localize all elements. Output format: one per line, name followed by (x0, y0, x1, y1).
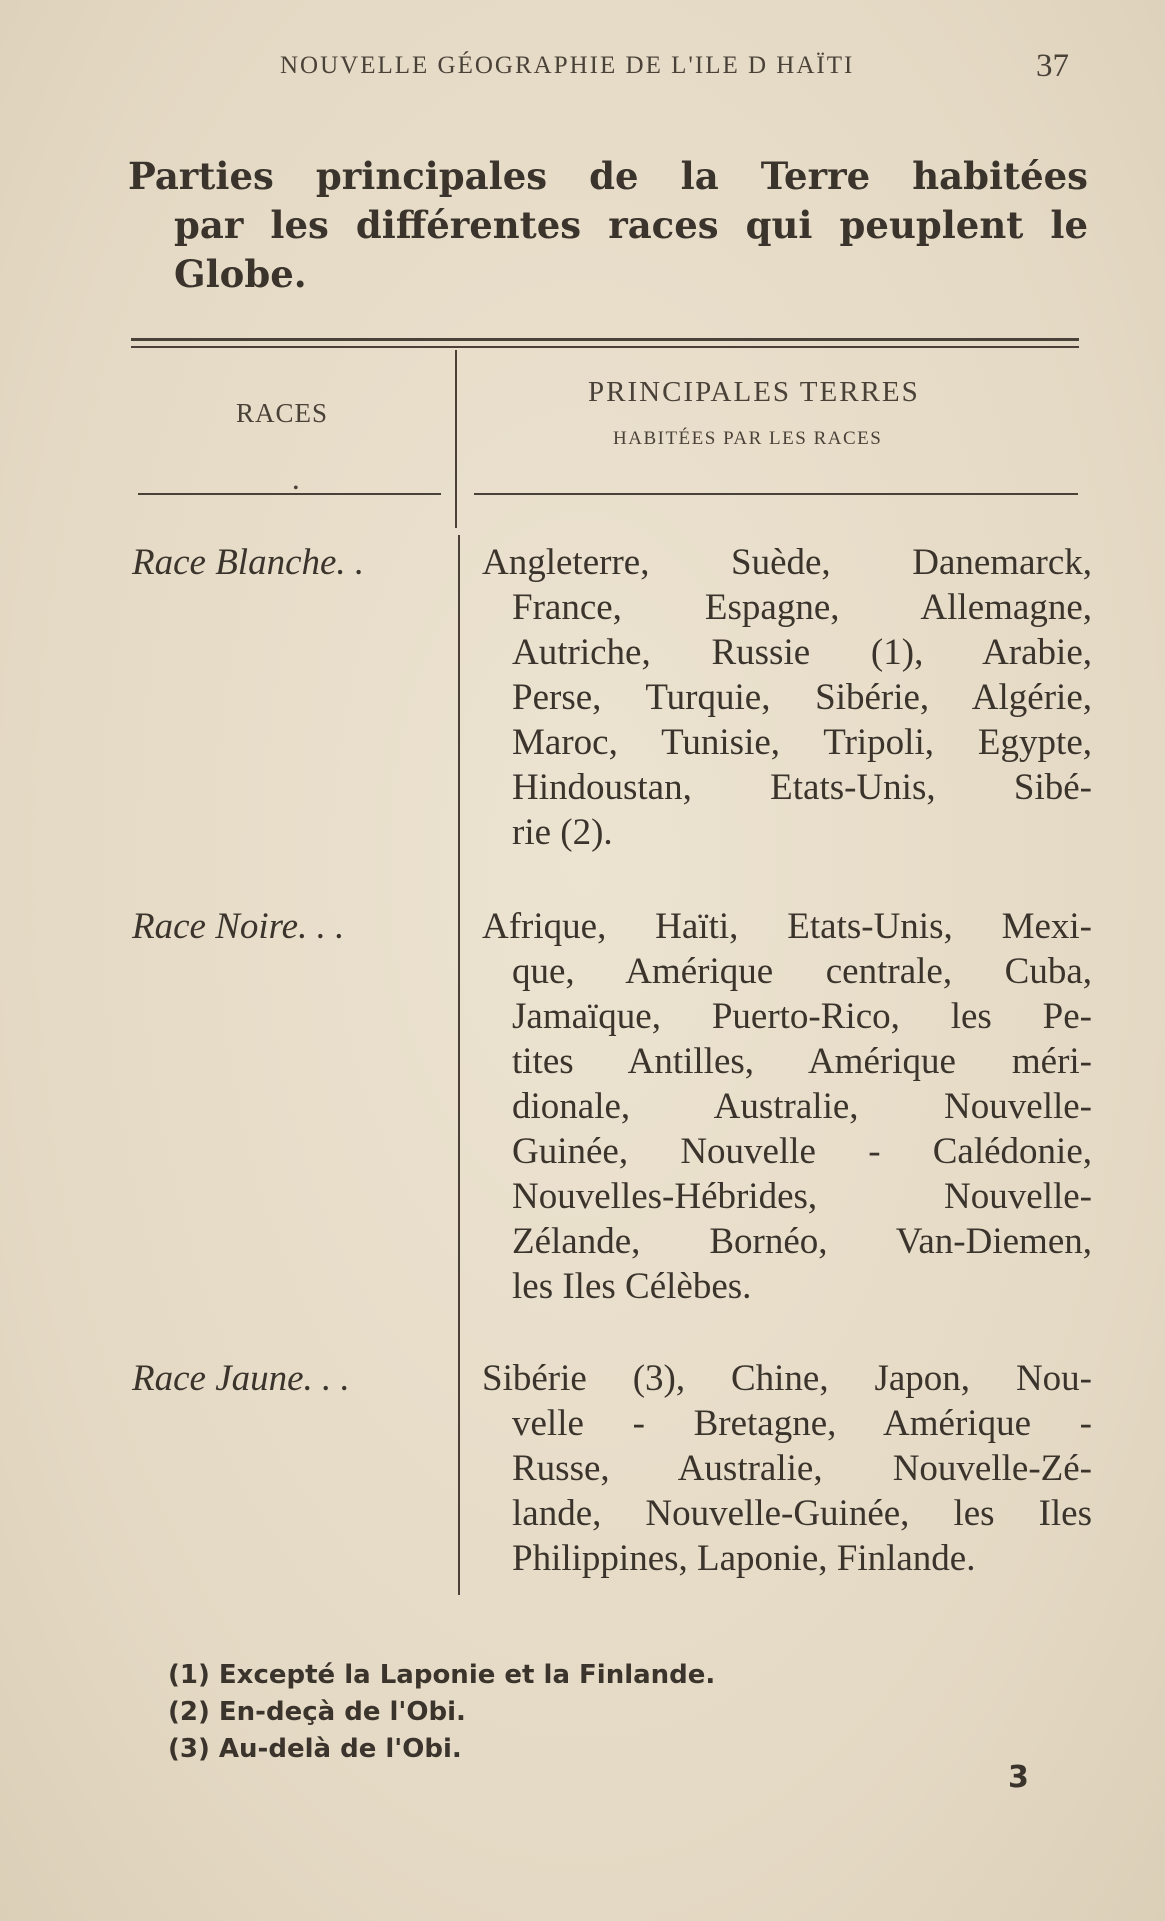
lands-line: Guinée, Nouvelle - Calédonie, (512, 1131, 1092, 1172)
lands-line: France, Espagne, Allemagne, (512, 587, 1092, 628)
column-divider-body (458, 535, 460, 1595)
heading-line-2: par les différentes races qui peuplent le (174, 203, 1088, 247)
lands-line: lande, Nouvelle-Guinée, les Iles (512, 1493, 1092, 1534)
header-dot: • (293, 480, 299, 497)
lands-line: que, Amérique centrale, Cuba, (512, 951, 1092, 992)
lands-line: Angleterre, Suède, Danemarck, (482, 542, 1092, 583)
lands-line: Jamaïque, Puerto-Rico, les Pe- (512, 996, 1092, 1037)
running-title: NOUVELLE GÉOGRAPHIE DE L'ILE D HAÏTI (280, 52, 855, 79)
lands-line: velle - Bretagne, Amérique - (512, 1403, 1092, 1444)
race-label-jaune: Race Jaune. . . (132, 1358, 350, 1399)
footnote-3: (3) Au-delà de l'Obi. (168, 1734, 462, 1764)
lands-line: Perse, Turquie, Sibérie, Algérie, (512, 677, 1092, 718)
race-lands-blanche (482, 540, 1092, 855)
footnotes (168, 1657, 715, 1768)
lands-line: Russe, Australie, Nouvelle-Zé- (512, 1448, 1092, 1489)
lands-line: Zélande, Bornéo, Van-Diemen, (512, 1221, 1092, 1262)
lands-line: Nouvelles-Hébrides, Nouvelle- (512, 1176, 1092, 1217)
race-label-blanche: Race Blanche. . (132, 542, 365, 583)
lands-line: Philippines, Laponie, Finlande. (512, 1538, 976, 1579)
running-head (0, 48, 1165, 92)
header-underline-right (474, 493, 1078, 495)
lands-line: dionale, Australie, Nouvelle- (512, 1086, 1092, 1127)
lands-line: Maroc, Tunisie, Tripoli, Egypte, (512, 722, 1092, 763)
table-top-rule (131, 338, 1079, 341)
column-divider-header (455, 350, 457, 528)
lands-line: les Iles Célèbes. (512, 1266, 752, 1307)
lands-line: tites Antilles, Amérique méri- (512, 1041, 1092, 1082)
race-lands-noire (482, 904, 1092, 1309)
lands-line: Sibérie (3), Chine, Japon, Nou- (482, 1358, 1092, 1399)
table-top-rule-thin (131, 346, 1079, 348)
heading-line-1: Parties principales de la Terre habitées (128, 154, 1088, 198)
race-label-noire: Race Noire. . . (132, 906, 345, 947)
column-subheader-terres: HABITÉES PAR LES RACES (613, 428, 883, 449)
footnote-1: (1) Excepté la Laponie et la Finlande. (168, 1660, 716, 1690)
section-heading (128, 152, 1088, 299)
header-underline-left (138, 493, 441, 495)
lands-line: Autriche, Russie (1), Arabie, (512, 632, 1092, 673)
heading-line-3: Globe. (174, 252, 307, 296)
race-lands-jaune (482, 1356, 1092, 1581)
column-header-races: RACES (236, 398, 329, 428)
footnote-2: (2) En-deçà de l'Obi. (168, 1697, 466, 1727)
lands-line: Afrique, Haïti, Etats-Unis, Mexi- (482, 906, 1092, 947)
signature-mark: 3 (1008, 1760, 1029, 1795)
lands-line: rie (2). (512, 812, 613, 853)
column-header-terres: PRINCIPALES TERRES (588, 376, 920, 408)
page-number: 37 (1036, 48, 1069, 84)
lands-line: Hindoustan, Etats-Unis, Sibé- (512, 767, 1092, 808)
